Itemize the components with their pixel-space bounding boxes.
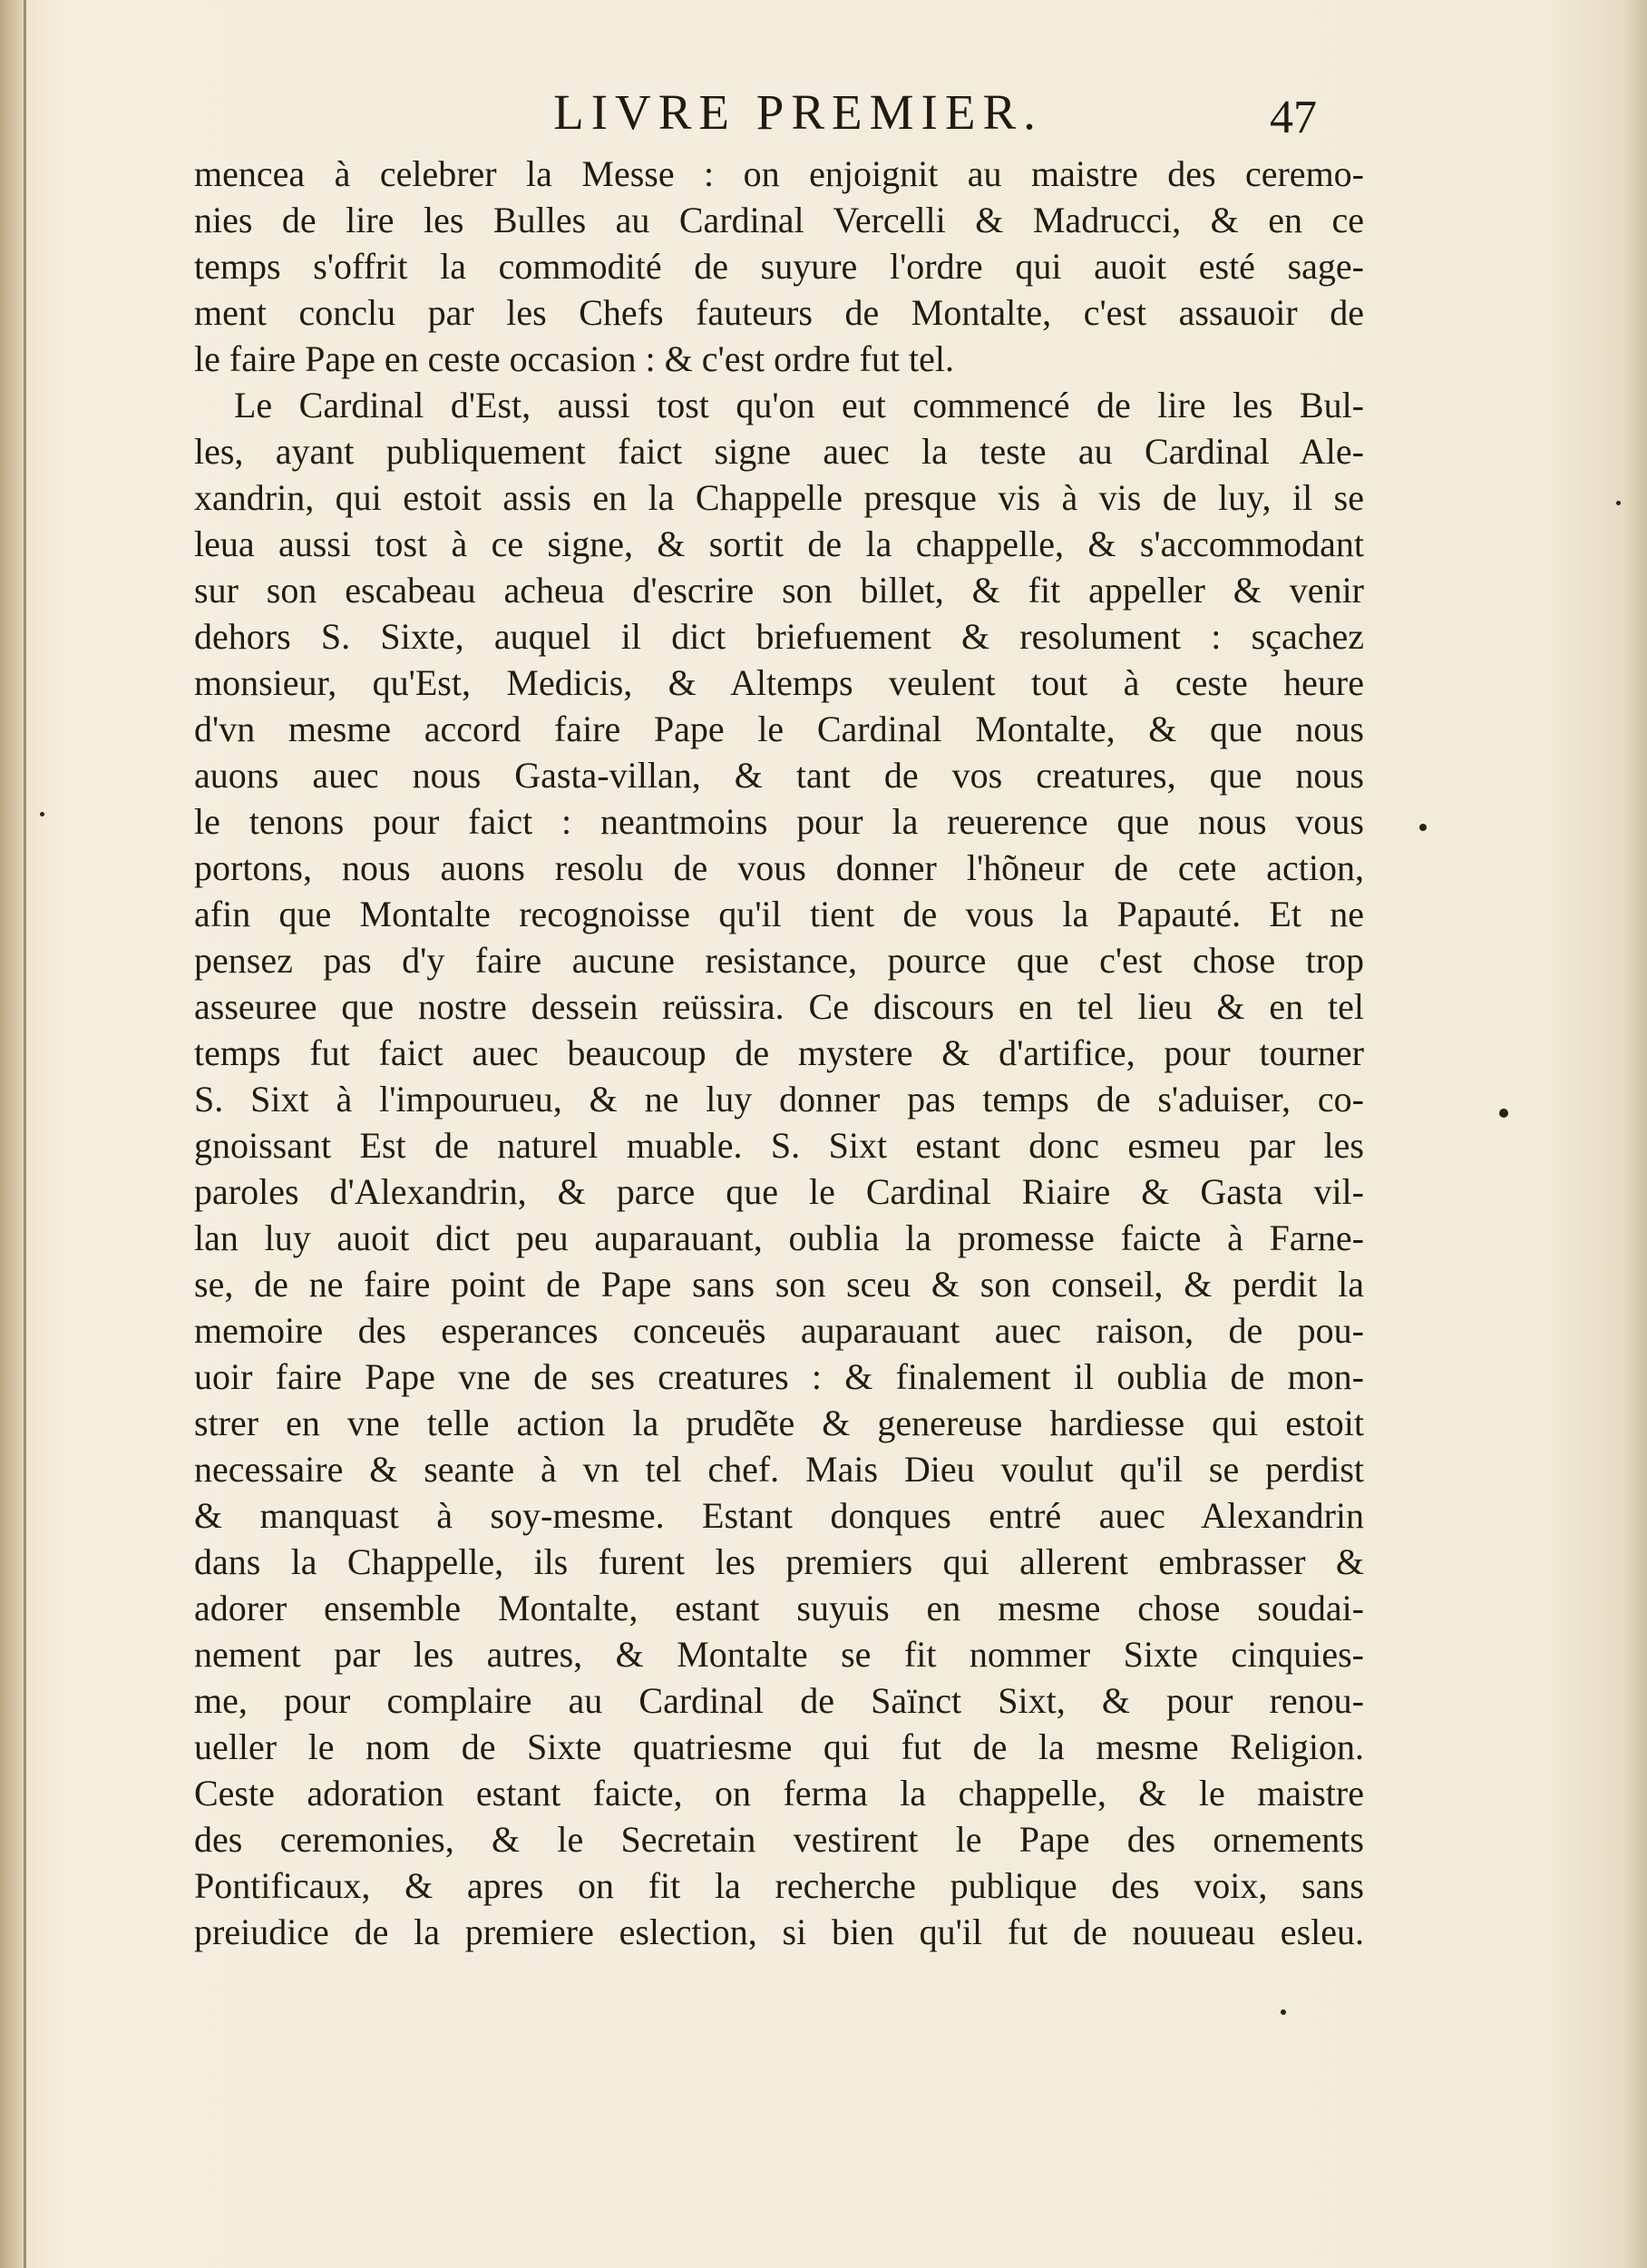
text-line: xandrin, qui estoit assis en la Chappelle presque vis à vis de luy, il se xyxy=(194,477,1364,518)
text-line: dans la Chappelle, ils furent les premiers qui allerent embrasser & xyxy=(194,1541,1364,1582)
ink-speck xyxy=(1616,501,1621,505)
text-line: adorer ensemble Montalte, estant suyuis en mesme chose soudai- xyxy=(194,1588,1364,1628)
text-line: nement par les autres, & Montalte se fit nommer Sixte cinquies- xyxy=(194,1634,1364,1675)
text-line: preiudice de la premiere eslection, si bien qu'il fut de nouueau esleu. xyxy=(194,1911,1364,1952)
text-line: gnoissant Est de naturel muable. S. Sixt estant donc esmeu par les xyxy=(194,1125,1364,1166)
text-line: Le Cardinal d'Est, aussi tost qu'on eut commencé de lire les Bul- xyxy=(234,385,1364,425)
text-line: strer en vne telle action la prudẽte & genereuse hardiesse qui estoit xyxy=(194,1403,1364,1443)
text-line: dehors S. Sixte, auquel il dict briefuement & resolument : sçachez xyxy=(194,616,1364,657)
text-line: temps s'offrit la commodité de suyure l'ordre qui auoit esté sage- xyxy=(194,246,1364,287)
text-line: pensez pas d'y faire aucune resistance, pource que c'est chose trop xyxy=(194,940,1364,981)
text-line: afin que Montalte recognoisse qu'il tient de vous la Papauté. Et ne xyxy=(194,894,1364,934)
text-line: ueller le nom de Sixte quatriesme qui fut de la mesme Religion. xyxy=(194,1726,1364,1767)
binding-gutter-edge xyxy=(24,0,26,2268)
text-line: asseuree que nostre dessein reüssira. Ce discours en tel lieu & en tel xyxy=(194,986,1364,1027)
text-line: me, pour complaire au Cardinal de Saïnct Sixt, & pour renou- xyxy=(194,1680,1364,1721)
text-line: & manquast à soy-mesme. Estant donques entré auec Alexandrin xyxy=(194,1495,1364,1536)
body-text xyxy=(194,151,1364,1955)
text-line: auons auec nous Gasta-villan, & tant de vos creatures, que nous xyxy=(194,755,1364,796)
text-line: ment conclu par les Chefs fauteurs de Montalte, c'est assauoir de xyxy=(194,292,1364,333)
text-line: paroles d'Alexandrin, & parce que le Cardinal Riaire & Gasta vil- xyxy=(194,1171,1364,1212)
text-line: des ceremonies, & le Secretain vestirent le Pape des ornements xyxy=(194,1819,1364,1860)
ink-speck xyxy=(40,812,44,816)
text-line: memoire des esperances conceuës auparauant auec raison, de pou- xyxy=(194,1310,1364,1351)
text-line: mencea à celebrer la Messe : on enjoignit au maistre des ceremo- xyxy=(194,153,1364,194)
ink-speck xyxy=(1419,824,1427,831)
text-line: Ceste adoration estant faicte, on ferma la chappelle, & le maistre xyxy=(194,1773,1364,1813)
text-line: lan luy auoit dict peu auparauant, oublia la promesse faicte à Farne- xyxy=(194,1217,1364,1258)
text-line: sur son escabeau acheua d'escrire son billet, & fit appeller & venir xyxy=(194,570,1364,611)
text-line: portons, nous auons resolu de vous donner l'hõneur de cete action, xyxy=(194,847,1364,888)
text-line: les, ayant publiquement faict signe auec la teste au Cardinal Ale- xyxy=(194,431,1364,472)
ink-speck xyxy=(1281,2009,1286,2015)
text-line: leua aussi tost à ce signe, & sortit de la chappelle, & s'accommodant xyxy=(194,523,1364,564)
text-line: monsieur, qu'Est, Medicis, & Altemps veulent tout à ceste heure xyxy=(194,662,1364,703)
page-number: 47 xyxy=(1270,92,1317,143)
text-line: d'vn mesme accord faire Pape le Cardinal Montalte, & que nous xyxy=(194,709,1364,749)
text-line: necessaire & seante à vn tel chef. Mais Dieu voulut qu'il se perdist xyxy=(194,1449,1364,1490)
text-line: nies de lire les Bulles au Cardinal Vercelli & Madrucci, & en ce xyxy=(194,200,1364,240)
text-line: Pontificaux, & apres on fit la recherche publique des voix, sans xyxy=(194,1865,1364,1906)
running-head: LIVRE PREMIER. xyxy=(553,84,1043,140)
ink-speck xyxy=(1499,1109,1508,1118)
binding-gutter-shadow xyxy=(0,0,24,2268)
text-line: S. Sixt à l'impourueu, & ne luy donner pas temps de s'aduiser, co- xyxy=(194,1079,1364,1119)
text-line: temps fut faict auec beaucoup de mystere & d'artifice, pour tourner xyxy=(194,1032,1364,1073)
text-line: le faire Pape en ceste occasion : & c'est ordre fut tel. xyxy=(194,338,954,379)
text-line: le tenons pour faict : neantmoins pour la reuerence que nous vous xyxy=(194,801,1364,842)
text-line: uoir faire Pape vne de ses creatures : & finalement il oublia de mon- xyxy=(194,1356,1364,1397)
text-line: se, de ne faire point de Pape sans son sceu & son conseil, & perdit la xyxy=(194,1264,1364,1305)
